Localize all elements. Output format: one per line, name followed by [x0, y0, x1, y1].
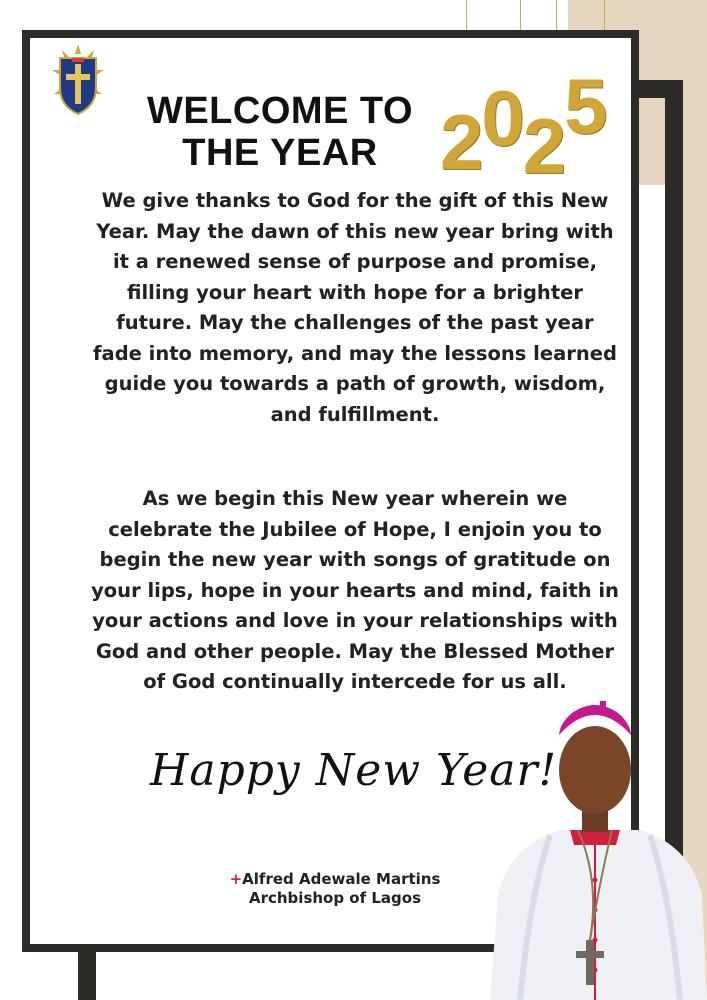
message-paragraph-1: We give thanks to God for the gift of this New Year. May the dawn of this new year bring with it a renewed sense of purpose and promise, filling your heart with hope for a brighter future. May the challenges of the past year fade into memory, and may the lessons learned guide you towards a path of growth, wisdom, and fulfillment.: [93, 189, 617, 426]
message-paragraph-2: As we begin this New year wherein we celebrate the Jubilee of Hope, I enjoin you to begin the new year with songs of gratitude on your lips, hope in your hearts and mind, faith in your actions and love in your relationships with God and other people. May the Blessed Mother of God continually intercede for us all.: [91, 487, 619, 693]
signer-title: Archbishop of Lagos: [248, 889, 422, 907]
year-digit: 2: [522, 102, 565, 190]
title-line-1: WELCOME TO: [146, 90, 414, 132]
happy-new-year-signature: Happy New Year!: [150, 745, 558, 796]
signer-name-line: [200, 870, 470, 889]
year-digit: 2: [440, 98, 482, 186]
archdiocese-crest-icon: [52, 44, 104, 116]
archbishop-portrait: [490, 695, 707, 1000]
signer-block: [200, 870, 470, 908]
year-digit: 0: [481, 74, 523, 162]
year-number: [440, 62, 606, 190]
cross-mark: +: [229, 870, 243, 888]
title-line-2: THE YEAR: [182, 132, 378, 174]
page-title: [100, 90, 460, 174]
year-digit: 5: [564, 62, 606, 150]
signer-name: Alfred Adewale Martins: [242, 870, 441, 888]
